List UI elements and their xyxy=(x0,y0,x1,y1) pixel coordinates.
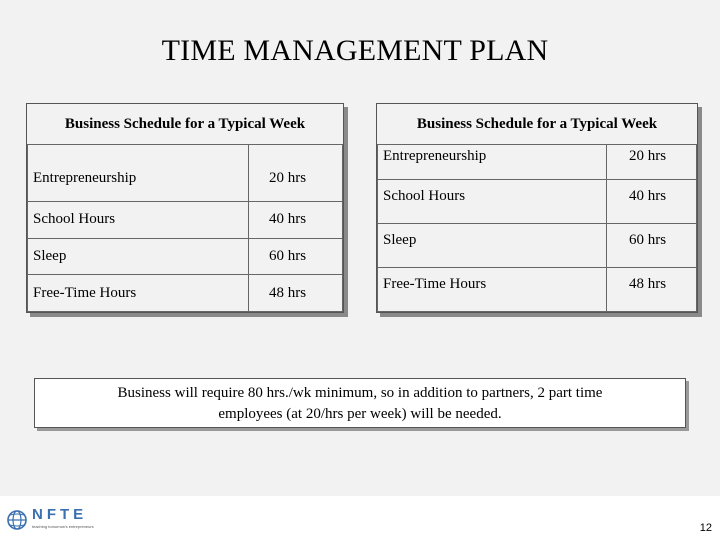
hours-cell: 40 hrs xyxy=(607,180,697,224)
table-header: Business Schedule for a Typical Week xyxy=(378,104,697,145)
logo-tagline: teaching tomorrow's entrepreneurs xyxy=(32,524,94,529)
page-title: TIME MANAGEMENT PLAN xyxy=(161,34,549,67)
activity-cell: School Hours xyxy=(378,180,607,224)
activity-cell: Sleep xyxy=(378,224,607,268)
activity-cell: Entrepreneurship xyxy=(378,145,607,180)
table-row xyxy=(28,202,343,239)
hours-cell: 48 hrs xyxy=(249,275,343,312)
hours-cell: 60 hrs xyxy=(607,224,697,268)
schedule-table-right xyxy=(376,103,698,313)
hours-cell: 60 hrs xyxy=(249,238,343,275)
table-row xyxy=(28,238,343,275)
table-row xyxy=(28,275,343,312)
activity-cell: Free-Time Hours xyxy=(28,275,249,312)
table-row xyxy=(28,145,343,202)
table-row xyxy=(378,180,697,224)
activity-cell: Free-Time Hours xyxy=(378,268,607,312)
note-line: Business will require 80 hrs./wk minimum, so in addition to partners, 2 part time xyxy=(117,385,603,401)
page-number: 12 xyxy=(699,522,712,534)
table-header: Business Schedule for a Typical Week xyxy=(28,104,343,145)
activity-cell: Entrepreneurship xyxy=(28,145,249,202)
hours-cell: 20 hrs xyxy=(249,145,343,202)
hours-cell: 48 hrs xyxy=(607,268,697,312)
hours-cell: 20 hrs xyxy=(607,145,697,180)
note-line: employees (at 20/hrs per week) will be needed. xyxy=(218,406,502,422)
nfte-logo xyxy=(6,506,106,534)
activity-cell: School Hours xyxy=(28,202,249,239)
activity-cell: Sleep xyxy=(28,238,249,275)
table-row xyxy=(378,268,697,312)
table-row xyxy=(378,224,697,268)
table-row xyxy=(378,145,697,180)
schedule-table-left xyxy=(26,103,344,313)
logo-wordmark: NFTE xyxy=(32,506,88,523)
staffing-note xyxy=(34,378,686,428)
slide-footer xyxy=(0,496,720,540)
globe-icon xyxy=(6,508,28,532)
hours-cell: 40 hrs xyxy=(249,202,343,239)
